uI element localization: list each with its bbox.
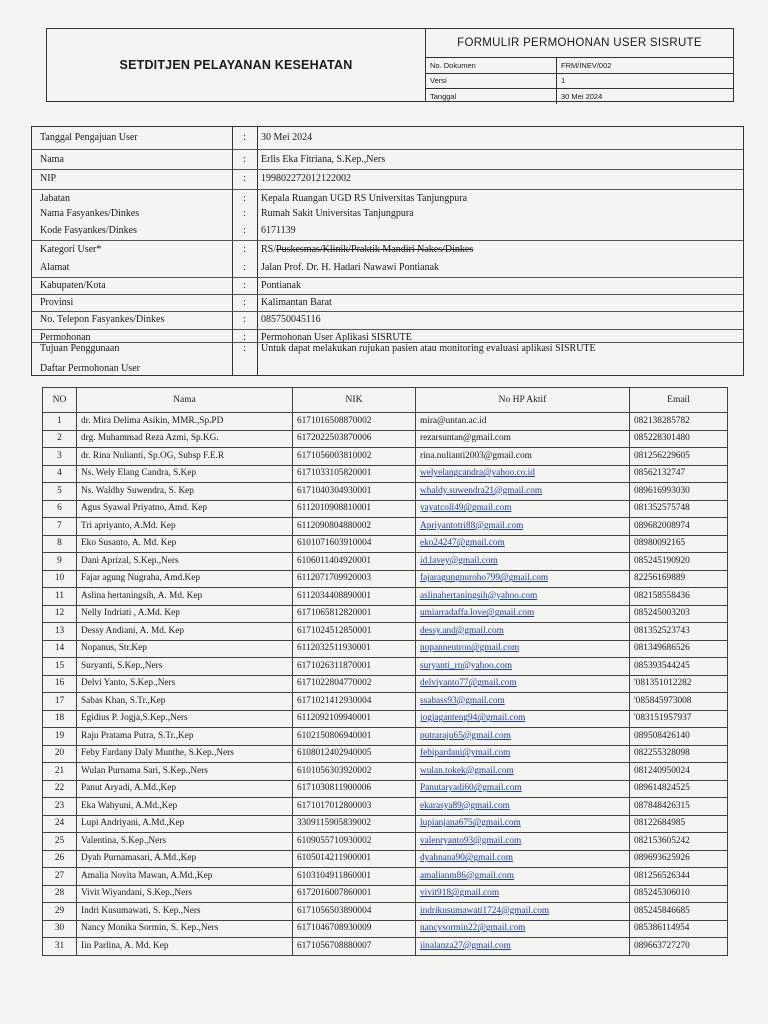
table-row <box>43 885 728 903</box>
table-row <box>43 448 728 466</box>
row-nik: 6112034408890001 <box>293 588 416 606</box>
row-email[interactable]: delviyanto77@gmail.com <box>416 675 630 693</box>
row-email[interactable]: valenryanto93@gmail.com <box>416 833 630 851</box>
row-number: 24 <box>43 815 77 833</box>
row-name: Dani Aprizal, S.Kep.,Ners <box>77 553 293 571</box>
table-row <box>43 640 728 658</box>
row-email[interactable]: aslinahertaningsih@yahoo.com <box>416 588 630 606</box>
info-label: Nama <box>40 154 64 165</box>
info-label: Nama Fasyankes/Dinkes <box>40 208 140 219</box>
row-name: Nancy Monika Sormin, S. Kep.,Ners <box>77 920 293 938</box>
applicant-info-section <box>31 126 744 376</box>
row-name: Dyah Purnamasari, A.Md.,Kep <box>77 850 293 868</box>
row-number: 3 <box>43 448 77 466</box>
row-email[interactable]: amalianm86@gmail.com <box>416 868 630 886</box>
row-number: 4 <box>43 465 77 483</box>
row-number: 25 <box>43 833 77 851</box>
info-row-telepon <box>32 314 743 325</box>
row-nik: 6171056503890004 <box>293 903 416 921</box>
row-phone: 82256169889 <box>630 570 728 588</box>
row-phone: 085245846685 <box>630 903 728 921</box>
row-email[interactable]: Apriyantotri88@gmail.com <box>416 518 630 536</box>
row-phone: 08980092165 <box>630 535 728 553</box>
meta-value: 1 <box>561 76 566 86</box>
table-row <box>43 868 728 886</box>
row-nik: 6101071603910004 <box>293 535 416 553</box>
row-phone: 085245003203 <box>630 605 728 623</box>
row-phone: 089663727270 <box>630 938 728 956</box>
row-nik: 6171056003810002 <box>293 448 416 466</box>
info-row-kode <box>32 225 743 236</box>
row-phone: 081352575748 <box>630 500 728 518</box>
row-phone: 08122684985 <box>630 815 728 833</box>
column-header-nama: Nama <box>77 388 293 413</box>
row-name: Valentina, S.Kep.,Ners <box>77 833 293 851</box>
meta-value: 30 Mei 2024 <box>561 91 603 101</box>
info-value: Jalan Prof. Dr. H. Hadari Nawawi Pontianak <box>261 262 440 273</box>
info-colon: : <box>243 173 246 184</box>
row-email: rezarsuntan@gmail.com <box>416 430 630 448</box>
row-email[interactable]: Panutaryadi60@gmail.com <box>416 780 630 798</box>
info-colon: : <box>243 262 246 273</box>
row-phone: 089614824525 <box>630 780 728 798</box>
row-phone: 089693625926 <box>630 850 728 868</box>
row-nik: 6171016508870002 <box>293 413 416 431</box>
table-row <box>43 430 728 448</box>
info-label: Jabatan <box>40 193 70 204</box>
row-name: Nelly Indriati , A.Md. Kep <box>77 605 293 623</box>
table-row <box>43 833 728 851</box>
form-meta <box>426 29 733 101</box>
info-value: 085750045116 <box>261 314 321 325</box>
table-row <box>43 483 728 501</box>
row-email[interactable]: ekarasya89@gmail.com <box>416 798 630 816</box>
table-row <box>43 588 728 606</box>
row-number: 30 <box>43 920 77 938</box>
row-nik: 6102150806940001 <box>293 728 416 746</box>
row-nik: 6171026311870001 <box>293 658 416 676</box>
info-label: Daftar Permohonan User <box>40 363 140 374</box>
row-name: drg. Muhammad Reza Azmi, Sp.KG. <box>77 430 293 448</box>
meta-row-version <box>426 74 733 90</box>
table-row <box>43 763 728 781</box>
row-name: Indri Kusumawati, S. Kep.,Ners <box>77 903 293 921</box>
row-nik: 6112010908810001 <box>293 500 416 518</box>
info-value <box>257 244 473 255</box>
info-label: No. Telepon Fasyankes/Dinkes <box>40 314 165 325</box>
row-email[interactable]: id.lavey@gmail.com <box>416 553 630 571</box>
column-header-hp: No HP Aktif <box>416 388 630 413</box>
row-email[interactable]: suryanti_rn@yahoo.com <box>416 658 630 676</box>
row-phone: 085393544245 <box>630 658 728 676</box>
table-row <box>43 413 728 431</box>
row-nik: 6109055710930002 <box>293 833 416 851</box>
info-row-tanggal <box>32 132 743 143</box>
row-name: Ns. Wely Elang Candra, S.Kep <box>77 465 293 483</box>
meta-label: No. Dokumen <box>426 58 557 73</box>
row-phone: 085245190920 <box>630 553 728 571</box>
kategori-selected: RS/ <box>261 244 277 255</box>
row-number: 8 <box>43 535 77 553</box>
row-nik: 6103104911860001 <box>293 868 416 886</box>
row-phone: 082138285782 <box>630 413 728 431</box>
row-nik: 6101056303920002 <box>293 763 416 781</box>
row-number: 23 <box>43 798 77 816</box>
info-row-jabatan <box>32 193 743 204</box>
info-colon: : <box>243 297 246 308</box>
info-row-fasyankes <box>32 208 743 219</box>
column-header-email: Email <box>630 388 728 413</box>
row-phone: 081256526344 <box>630 868 728 886</box>
table-row <box>43 623 728 641</box>
row-number: 15 <box>43 658 77 676</box>
row-phone: 082255328098 <box>630 745 728 763</box>
row-name: Lupi Andriyani, A.Md.,Kep <box>77 815 293 833</box>
row-name: Vivit Wiyandani, S.Kep.,Ners <box>77 885 293 903</box>
row-number: 5 <box>43 483 77 501</box>
form-title: FORMULIR PERMOHONAN USER SISRUTE <box>426 29 733 58</box>
info-colon: : <box>243 132 246 143</box>
info-label: NIP <box>40 173 57 184</box>
table-row <box>43 553 728 571</box>
row-nik: 6171022804770002 <box>293 675 416 693</box>
info-label: Provinsi <box>40 297 74 308</box>
row-phone: 081240950024 <box>630 763 728 781</box>
table-row <box>43 745 728 763</box>
row-number: 17 <box>43 693 77 711</box>
info-row-daftar <box>32 363 743 374</box>
row-number: 11 <box>43 588 77 606</box>
row-email: mira@untan.ac.id <box>416 413 630 431</box>
row-email[interactable]: eko24247@gmail.com <box>416 535 630 553</box>
row-number: 21 <box>43 763 77 781</box>
row-nik: 6106011404920001 <box>293 553 416 571</box>
row-phone: 082158558436 <box>630 588 728 606</box>
row-email[interactable]: dessy.and@gmail.com <box>416 623 630 641</box>
info-value: 30 Mei 2024 <box>261 132 313 143</box>
info-colon: : <box>243 314 246 325</box>
row-phone: 087848426315 <box>630 798 728 816</box>
row-email[interactable]: yayatcoll49@gmail.com <box>416 500 630 518</box>
row-phone: 089508426140 <box>630 728 728 746</box>
info-row-nip <box>32 173 743 184</box>
row-email[interactable]: ssabass93@gmail.com <box>416 693 630 711</box>
info-label: Tujuan Penggunaan <box>40 343 120 354</box>
row-number: 19 <box>43 728 77 746</box>
row-name: Eko Susanto, A. Md. Kep <box>77 535 293 553</box>
row-phone: '085845973008 <box>630 693 728 711</box>
row-nik: 6112090804880002 <box>293 518 416 536</box>
row-phone: 08562132747 <box>630 465 728 483</box>
row-email[interactable]: nancysormin22@gmail.com <box>416 920 630 938</box>
row-email[interactable]: indrikusumawati1724@gmail.com <box>416 903 630 921</box>
info-row-tujuan <box>32 343 743 354</box>
meta-row-date <box>426 89 733 104</box>
organization-name: SETDITJEN PELAYANAN KESEHATAN <box>47 29 426 101</box>
row-nik: 6172016007860001 <box>293 885 416 903</box>
row-nik: 6108012402940005 <box>293 745 416 763</box>
info-row-kategori <box>32 244 743 255</box>
info-colon: : <box>243 280 246 291</box>
row-nik: 6171046708930009 <box>293 920 416 938</box>
row-phone: 089616993030 <box>630 483 728 501</box>
row-name: Fajar agung Nugraha, Amd.Kep <box>77 570 293 588</box>
table-row <box>43 675 728 693</box>
user-request-table <box>42 387 728 956</box>
row-phone: 085386114954 <box>630 920 728 938</box>
row-phone: 082153605242 <box>630 833 728 851</box>
info-row-alamat <box>32 262 743 273</box>
row-name: Feby Fardany Daly Munthe, S.Kep.,Ners <box>77 745 293 763</box>
row-email[interactable]: jogjaganteng94@gmail.com <box>416 710 630 728</box>
row-number: 29 <box>43 903 77 921</box>
row-number: 1 <box>43 413 77 431</box>
row-number: 13 <box>43 623 77 641</box>
kategori-struck-options: Puskesmas/Klinik/Praktik Mandiri Nakes/Dinkes <box>276 244 474 255</box>
row-phone: 081349686526 <box>630 640 728 658</box>
row-name: Nopanus, Str.Kep <box>77 640 293 658</box>
meta-value: FRM/INEV/002 <box>561 60 612 70</box>
info-colon: : <box>243 193 246 204</box>
row-phone: 081256229605 <box>630 448 728 466</box>
row-name: dr. Mira Delima Asikin, MMR.,Sp.PD <box>77 413 293 431</box>
table-header-row <box>43 388 728 413</box>
row-name: Ns. Waldhy Suwendra, S. Kep <box>77 483 293 501</box>
info-row-provinsi <box>32 297 743 308</box>
row-email[interactable]: vivit918@gmail.com <box>416 885 630 903</box>
row-nik: 6112032511930001 <box>293 640 416 658</box>
row-nik: 6112071709920003 <box>293 570 416 588</box>
row-number: 28 <box>43 885 77 903</box>
row-name: Panut Aryadi, A.Md.,Kep <box>77 780 293 798</box>
row-phone: 085228301480 <box>630 430 728 448</box>
info-value: 199802272012122002 <box>261 173 351 184</box>
row-name: Aslina hertaningsih, A. Md. Kep <box>77 588 293 606</box>
row-phone: 089682008974 <box>630 518 728 536</box>
row-email[interactable]: umiarradaffa.love@gmail.com <box>416 605 630 623</box>
row-phone: '083151957937 <box>630 710 728 728</box>
info-row-kabupaten <box>32 280 743 291</box>
row-name: Dessy Andiani, A. Md. Kep <box>77 623 293 641</box>
row-email[interactable]: lupianjana675@gmail.com <box>416 815 630 833</box>
table-row <box>43 780 728 798</box>
row-number: 14 <box>43 640 77 658</box>
row-number: 12 <box>43 605 77 623</box>
info-label: Alamat <box>40 262 70 273</box>
row-email[interactable]: putraraju65@gmail.com <box>416 728 630 746</box>
row-number: 27 <box>43 868 77 886</box>
table-row <box>43 500 728 518</box>
row-number: 7 <box>43 518 77 536</box>
row-name: Sabas Khan, S.Tr.,Kep <box>77 693 293 711</box>
row-nik: 6105014211900001 <box>293 850 416 868</box>
row-number: 20 <box>43 745 77 763</box>
row-phone: '081351012282 <box>630 675 728 693</box>
row-email[interactable]: iinalanza27@gmail.com <box>416 938 630 956</box>
table-row <box>43 920 728 938</box>
row-nik: 6171040304930001 <box>293 483 416 501</box>
info-value: Erlis Eka Fitriana, S.Kep.,Ners <box>261 154 386 165</box>
table-row <box>43 658 728 676</box>
row-nik: 6172022503870006 <box>293 430 416 448</box>
row-email: rina.nulianti2003@gmail.com <box>416 448 630 466</box>
table-row <box>43 570 728 588</box>
row-number: 18 <box>43 710 77 728</box>
info-label: Kabupaten/Kota <box>40 280 106 291</box>
info-value: 6171139 <box>261 225 296 236</box>
meta-label: Versi <box>426 74 557 89</box>
info-colon: : <box>243 154 246 165</box>
row-nik: 6171033105820001 <box>293 465 416 483</box>
table-row <box>43 815 728 833</box>
row-email[interactable]: wulan.tokek@gmail.com <box>416 763 630 781</box>
row-name: Raju Pratama Putra, S.Tr.,Kep <box>77 728 293 746</box>
row-nik: 6112092109940001 <box>293 710 416 728</box>
meta-label: Tanggal <box>426 89 557 104</box>
meta-row-document-number <box>426 58 733 74</box>
info-value: Rumah Sakit Universitas Tanjungpura <box>261 208 414 219</box>
row-name: Amalia Novita Mawan, A.Md.,Kep <box>77 868 293 886</box>
row-email[interactable]: welyelangcandra@yahoo.co.id <box>416 465 630 483</box>
info-colon: : <box>243 208 246 219</box>
info-colon: : <box>243 343 246 354</box>
table-row <box>43 605 728 623</box>
info-value: Permohonan User Aplikasi SISRUTE <box>261 332 412 343</box>
column-header-no: NO <box>43 388 77 413</box>
table-row <box>43 903 728 921</box>
row-name: Eka Wahyuni, A.Md.,Kep <box>77 798 293 816</box>
row-number: 22 <box>43 780 77 798</box>
table-row <box>43 850 728 868</box>
row-phone: 085245306010 <box>630 885 728 903</box>
info-row-nama <box>32 154 743 165</box>
row-phone: 081352523743 <box>630 623 728 641</box>
row-number: 9 <box>43 553 77 571</box>
table-row <box>43 693 728 711</box>
row-email[interactable]: dyahnana90@gmail.com <box>416 850 630 868</box>
row-number: 6 <box>43 500 77 518</box>
row-name: Egidius P. Jogja,S.Kep.,Ners <box>77 710 293 728</box>
table-row <box>43 518 728 536</box>
info-value: Pontianak <box>261 280 301 291</box>
row-number: 10 <box>43 570 77 588</box>
info-value: Kepala Ruangan UGD RS Universitas Tanjungpura <box>261 193 468 204</box>
row-nik: 6171030811900006 <box>293 780 416 798</box>
row-nik: 6171024512850001 <box>293 623 416 641</box>
info-label: Kode Fasyankes/Dinkes <box>40 225 137 236</box>
table-row <box>43 798 728 816</box>
row-email[interactable]: nopanneutron@gmail.com <box>416 640 630 658</box>
table-row <box>43 728 728 746</box>
table-row <box>43 938 728 956</box>
row-number: 16 <box>43 675 77 693</box>
info-colon: : <box>243 332 246 343</box>
row-name: Suryanti, S.Kep.,Ners <box>77 658 293 676</box>
row-name: Agus Syawal Priyatno, Amd. Kep <box>77 500 293 518</box>
info-value: Untuk dapat melakukan rujukan pasien atau monitoring evaluasi aplikasi SISRUTE <box>261 343 596 354</box>
row-email[interactable]: febipardani@ymail.com <box>416 745 630 763</box>
row-number: 26 <box>43 850 77 868</box>
info-label: Tanggal Pengajuan User <box>40 132 138 143</box>
table-row <box>43 710 728 728</box>
row-nik: 6171021412930004 <box>293 693 416 711</box>
column-header-nik: NIK <box>293 388 416 413</box>
row-name: dr. Rina Nulianti, Sp.OG, Subsp F.E.R <box>77 448 293 466</box>
row-name: Delvi Yanto, S.Kep.,Ners <box>77 675 293 693</box>
info-label: Permohonan <box>40 332 91 343</box>
row-nik: 6171065812820001 <box>293 605 416 623</box>
row-name: Tri apriyanto, A.Md. Kep <box>77 518 293 536</box>
row-name: Iin Parlina, A. Md. Kep <box>77 938 293 956</box>
row-nik: 6171017012800003 <box>293 798 416 816</box>
table-row <box>43 535 728 553</box>
row-email[interactable]: fajaragungnuroho799@gmail.com <box>416 570 630 588</box>
info-colon: : <box>243 225 246 236</box>
row-email[interactable]: whaldy.suwendra21@gmail.com <box>416 483 630 501</box>
row-nik: 3309115905839002 <box>293 815 416 833</box>
info-value: Kalimantan Barat <box>261 297 332 308</box>
row-number: 31 <box>43 938 77 956</box>
row-name: Wulan Purnama Sari, S.Kep.,Ners <box>77 763 293 781</box>
row-nik: 6171056708880007 <box>293 938 416 956</box>
info-label: Kategori User* <box>40 244 102 255</box>
document-header <box>46 28 734 102</box>
table-row <box>43 465 728 483</box>
row-number: 2 <box>43 430 77 448</box>
info-colon: : <box>243 244 246 255</box>
